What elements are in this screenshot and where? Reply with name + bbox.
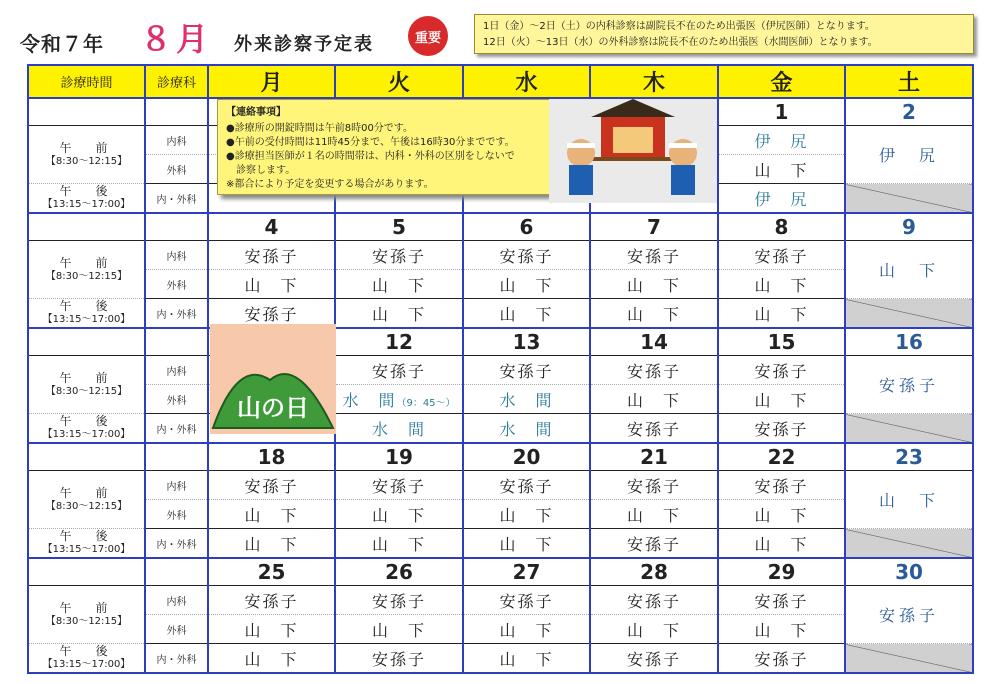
am-label-top: 午 前	[59, 140, 114, 155]
contact-title: 【連絡事項】	[226, 107, 286, 118]
doctor-cell	[590, 270, 718, 299]
doctor-name: 山 下	[244, 620, 299, 640]
dept-both-label: 内・外科	[145, 184, 208, 214]
date-cell: 23	[845, 443, 973, 471]
dept-both-label: 内・外科	[145, 299, 208, 329]
time-blank	[28, 443, 145, 471]
saturday-doctor: 伊 尻	[845, 126, 973, 184]
pm-label	[28, 529, 145, 559]
pm-label-top: 午 後	[59, 184, 114, 198]
dept-both-label: 内・外科	[145, 644, 208, 674]
doctor-cell	[590, 500, 718, 529]
week-date-row	[28, 558, 973, 586]
am-label-time: 【8:30～12:15】	[45, 385, 128, 397]
doctor-cell: 安孫子	[335, 644, 463, 674]
notice-box	[474, 14, 974, 54]
pm-label-top: 午 後	[59, 529, 114, 543]
pm-label-time: 【13:15～17:00】	[42, 314, 131, 325]
doctor-cell: 安孫子	[590, 586, 718, 615]
am-label-top: 午 前	[59, 370, 114, 385]
doctor-cell: 安孫子	[208, 471, 335, 500]
doctor-cell: 安孫子	[590, 644, 718, 674]
doctor-cell	[208, 615, 335, 644]
date-cell: 12	[335, 328, 463, 356]
date-cell: 1	[718, 98, 845, 126]
date-cell: 28	[590, 558, 718, 586]
pm-label	[28, 644, 145, 674]
date-cell: 16	[845, 328, 973, 356]
dept-geka-label: 外科	[145, 155, 208, 184]
header-day-thu: 木	[590, 65, 718, 98]
doctor-name: 山 下	[499, 505, 554, 525]
doctor-cell: 安孫子	[463, 241, 590, 270]
am-geka-row	[28, 270, 973, 299]
doctor-cell: 安孫子	[590, 529, 718, 559]
doctor-name: 山 下	[626, 390, 681, 410]
doctor-cell: 安孫子	[208, 586, 335, 615]
doctor-cell: 山 下	[208, 529, 335, 559]
doctor-name: 山 下	[754, 620, 809, 640]
dept-blank	[145, 213, 208, 241]
pm-row	[28, 414, 973, 444]
page-title: 外来診察予定表	[234, 34, 374, 55]
doctor-cell	[335, 500, 463, 529]
pm-label	[28, 184, 145, 214]
doctor-cell	[463, 385, 590, 414]
doctor-cell: 安孫子	[718, 586, 845, 615]
date-cell: 25	[208, 558, 335, 586]
doctor-cell: 山 下	[463, 299, 590, 329]
doctor-name: 山 下	[754, 275, 809, 295]
dept-blank	[145, 328, 208, 356]
doctor-cell: 安孫子	[463, 356, 590, 385]
dept-geka-label: 外科	[145, 385, 208, 414]
doctor-cell	[718, 385, 845, 414]
saturday-doctor: 安孫子	[845, 356, 973, 414]
dept-both-label: 内・外科	[145, 414, 208, 444]
doctor-cell: 安孫子	[208, 241, 335, 270]
am-label-top: 午 前	[59, 600, 114, 615]
am-naika-row	[28, 586, 973, 615]
pm-row	[28, 529, 973, 559]
doctor-name: 山 下	[499, 275, 554, 295]
date-cell: 19	[335, 443, 463, 471]
am-naika-row	[28, 241, 973, 270]
doctor-cell	[718, 270, 845, 299]
saturday-doctor: 山 下	[845, 471, 973, 529]
pm-label	[28, 299, 145, 329]
dept-blank	[145, 443, 208, 471]
date-cell: 27	[463, 558, 590, 586]
date-cell: 2	[845, 98, 973, 126]
am-label-time: 【8:30～12:15】	[45, 500, 128, 512]
header-time: 診療時間	[28, 65, 145, 98]
doctor-name: 山 下	[371, 620, 426, 640]
am-naika-row	[28, 356, 973, 385]
doctor-cell: 安孫子	[590, 414, 718, 444]
doctor-cell: 山 下	[718, 299, 845, 329]
doctor-cell	[718, 615, 845, 644]
doctor-cell: 山 下	[718, 529, 845, 559]
doctor-name: 山 下	[244, 505, 299, 525]
time-blank	[28, 558, 145, 586]
dept-naika-label: 内科	[145, 241, 208, 270]
date-cell: 18	[208, 443, 335, 471]
doctor-cell: 水 間	[463, 414, 590, 444]
doctor-cell: 山 下	[335, 529, 463, 559]
pm-label-time: 【13:15～17:00】	[42, 199, 131, 210]
date-cell: 4	[208, 213, 335, 241]
holiday-label: 山の日	[237, 394, 309, 422]
doctor-cell: 安孫子	[590, 356, 718, 385]
doctor-name: 山 下	[754, 160, 809, 180]
festival-illustration	[549, 99, 717, 203]
week-date-row	[28, 443, 973, 471]
date-cell: 9	[845, 213, 973, 241]
closed-cell	[845, 184, 973, 214]
doctor-cell: 安孫子	[718, 241, 845, 270]
doctor-name: 水 間	[342, 390, 397, 410]
date-cell: 21	[590, 443, 718, 471]
closed-cell	[845, 529, 973, 559]
date-cell: 7	[590, 213, 718, 241]
pm-label-top: 午 後	[59, 414, 114, 428]
date-cell: 5	[335, 213, 463, 241]
dept-naika-label: 内科	[145, 586, 208, 615]
pm-label-time: 【13:15～17:00】	[42, 429, 131, 440]
closed-cell	[845, 299, 973, 329]
dept-naika-label: 内科	[145, 356, 208, 385]
time-blank	[28, 213, 145, 241]
date-cell: 15	[718, 328, 845, 356]
contact-line: 診察します。	[226, 165, 296, 176]
date-cell: 29	[718, 558, 845, 586]
title-month: ８月	[140, 20, 213, 58]
doctor-cell	[463, 615, 590, 644]
doctor-cell: 山 下	[335, 299, 463, 329]
am-label-time: 【8:30～12:15】	[45, 270, 128, 282]
contact-line: ●診療担当医師が１名の時間帯は、内科・外科の区別をしないで	[226, 151, 515, 162]
header-day-fri: 金	[718, 65, 845, 98]
doctor-cell	[208, 500, 335, 529]
doctor-name: 山 下	[626, 505, 681, 525]
am-label-top: 午 前	[59, 485, 114, 500]
doctor-cell	[335, 385, 463, 414]
am-label	[28, 126, 145, 184]
header-day-tue: 火	[335, 65, 463, 98]
contact-line: ※都合により予定を変更する場合があります。	[226, 179, 434, 190]
dept-blank	[145, 558, 208, 586]
header-dept: 診療科	[145, 65, 208, 98]
doctor-cell: 山 下	[590, 299, 718, 329]
doctor-cell	[335, 615, 463, 644]
doctor-cell: 安孫子	[718, 414, 845, 444]
doctor-name: 山 下	[244, 275, 299, 295]
dept-blank	[145, 98, 208, 126]
doctor-cell: 安孫子	[463, 586, 590, 615]
doctor-cell: 水 間	[335, 414, 463, 444]
week-date-row	[28, 328, 973, 356]
mountain-day-illustration	[208, 350, 338, 432]
doctor-name: 山 下	[626, 275, 681, 295]
doctor-name: 山 下	[371, 505, 426, 525]
doctor-cell	[590, 615, 718, 644]
pm-label-time: 【13:15～17:00】	[42, 544, 131, 555]
am-label	[28, 471, 145, 529]
doctor-cell: 安孫子	[335, 241, 463, 270]
am-geka-row	[28, 500, 973, 529]
am-naika-row	[28, 471, 973, 500]
contact-notes	[217, 99, 550, 195]
notice-line: 12日（火）～13日（水）の外科診察は院長不在のため出張医（水間医師）となります。	[483, 37, 878, 48]
date-cell: 22	[718, 443, 845, 471]
header-day-sat: 土	[845, 65, 973, 98]
dept-geka-label: 外科	[145, 500, 208, 529]
doctor-name: 山 下	[626, 620, 681, 640]
saturday-doctor: 安孫子	[845, 586, 973, 644]
doctor-cell: 安孫子	[718, 644, 845, 674]
am-label	[28, 586, 145, 644]
time-blank	[28, 98, 145, 126]
doctor-cell: 伊 尻	[718, 184, 845, 214]
important-badge: 重要	[408, 16, 448, 56]
pm-label-top: 午 後	[59, 644, 114, 658]
doctor-cell	[208, 270, 335, 299]
doctor-cell: 安孫子	[463, 471, 590, 500]
doctor-cell	[718, 155, 845, 184]
doctor-cell	[463, 270, 590, 299]
am-geka-row	[28, 615, 973, 644]
notice-line: 1日（金）～2日（土）の内科診察は副院長不在のため出張医（伊尻医師）となります。	[483, 21, 875, 32]
date-cell: 13	[463, 328, 590, 356]
doctor-cell: 伊 尻	[718, 126, 845, 155]
closed-cell	[845, 644, 973, 674]
pm-label-top: 午 後	[59, 299, 114, 313]
doctor-cell: 安孫子	[590, 241, 718, 270]
am-label-time: 【8:30～12:15】	[45, 615, 128, 627]
date-cell: 8	[718, 213, 845, 241]
doctor-cell: 安孫子	[208, 299, 335, 329]
pm-row	[28, 299, 973, 329]
week-date-row	[28, 213, 973, 241]
pm-label	[28, 414, 145, 444]
doctor-name: 山 下	[371, 275, 426, 295]
doctor-name: 山 下	[754, 505, 809, 525]
date-cell: 30	[845, 558, 973, 586]
doctor-cell: 安孫子	[718, 356, 845, 385]
header-day-mon: 月	[208, 65, 335, 98]
doctor-cell	[463, 500, 590, 529]
date-cell: 26	[335, 558, 463, 586]
dept-naika-label: 内科	[145, 471, 208, 500]
dept-geka-label: 外科	[145, 270, 208, 299]
doctor-cell: 安孫子	[335, 356, 463, 385]
doctor-cell: 安孫子	[590, 471, 718, 500]
date-cell: 14	[590, 328, 718, 356]
am-label-time: 【8:30～12:15】	[45, 155, 128, 167]
doctor-name: 山 下	[499, 620, 554, 640]
doctor-cell: 安孫子	[718, 471, 845, 500]
time-blank	[28, 328, 145, 356]
pm-row	[28, 644, 973, 674]
contact-line: ●午前の受付時間は11時45分まで、午後は16時30分までです。	[226, 137, 515, 148]
doctor-name: 山 下	[754, 390, 809, 410]
doctor-cell	[335, 270, 463, 299]
doctor-cell: 山 下	[463, 644, 590, 674]
doctor-cell	[590, 385, 718, 414]
title-era: 令和７年	[20, 32, 104, 56]
pm-label-time: 【13:15～17:00】	[42, 659, 131, 670]
dept-geka-label: 外科	[145, 615, 208, 644]
date-cell: 6	[463, 213, 590, 241]
closed-cell	[845, 414, 973, 444]
dept-both-label: 内・外科	[145, 529, 208, 559]
doctor-cell: 安孫子	[335, 586, 463, 615]
contact-line: ●診療所の開錠時間は午前8時00分です。	[226, 123, 414, 134]
doctor-cell: 山 下	[463, 529, 590, 559]
am-label	[28, 241, 145, 299]
saturday-doctor: 山 下	[845, 241, 973, 299]
time-note: （9：45～）	[396, 397, 456, 409]
doctor-name: 水 間	[499, 390, 554, 410]
am-label-top: 午 前	[59, 255, 114, 270]
doctor-cell: 山 下	[208, 644, 335, 674]
am-geka-row	[28, 385, 973, 414]
dept-naika-label: 内科	[145, 126, 208, 155]
date-cell: 20	[463, 443, 590, 471]
header-day-wed: 水	[463, 65, 590, 98]
doctor-cell: 安孫子	[335, 471, 463, 500]
am-label	[28, 356, 145, 414]
doctor-cell	[718, 500, 845, 529]
